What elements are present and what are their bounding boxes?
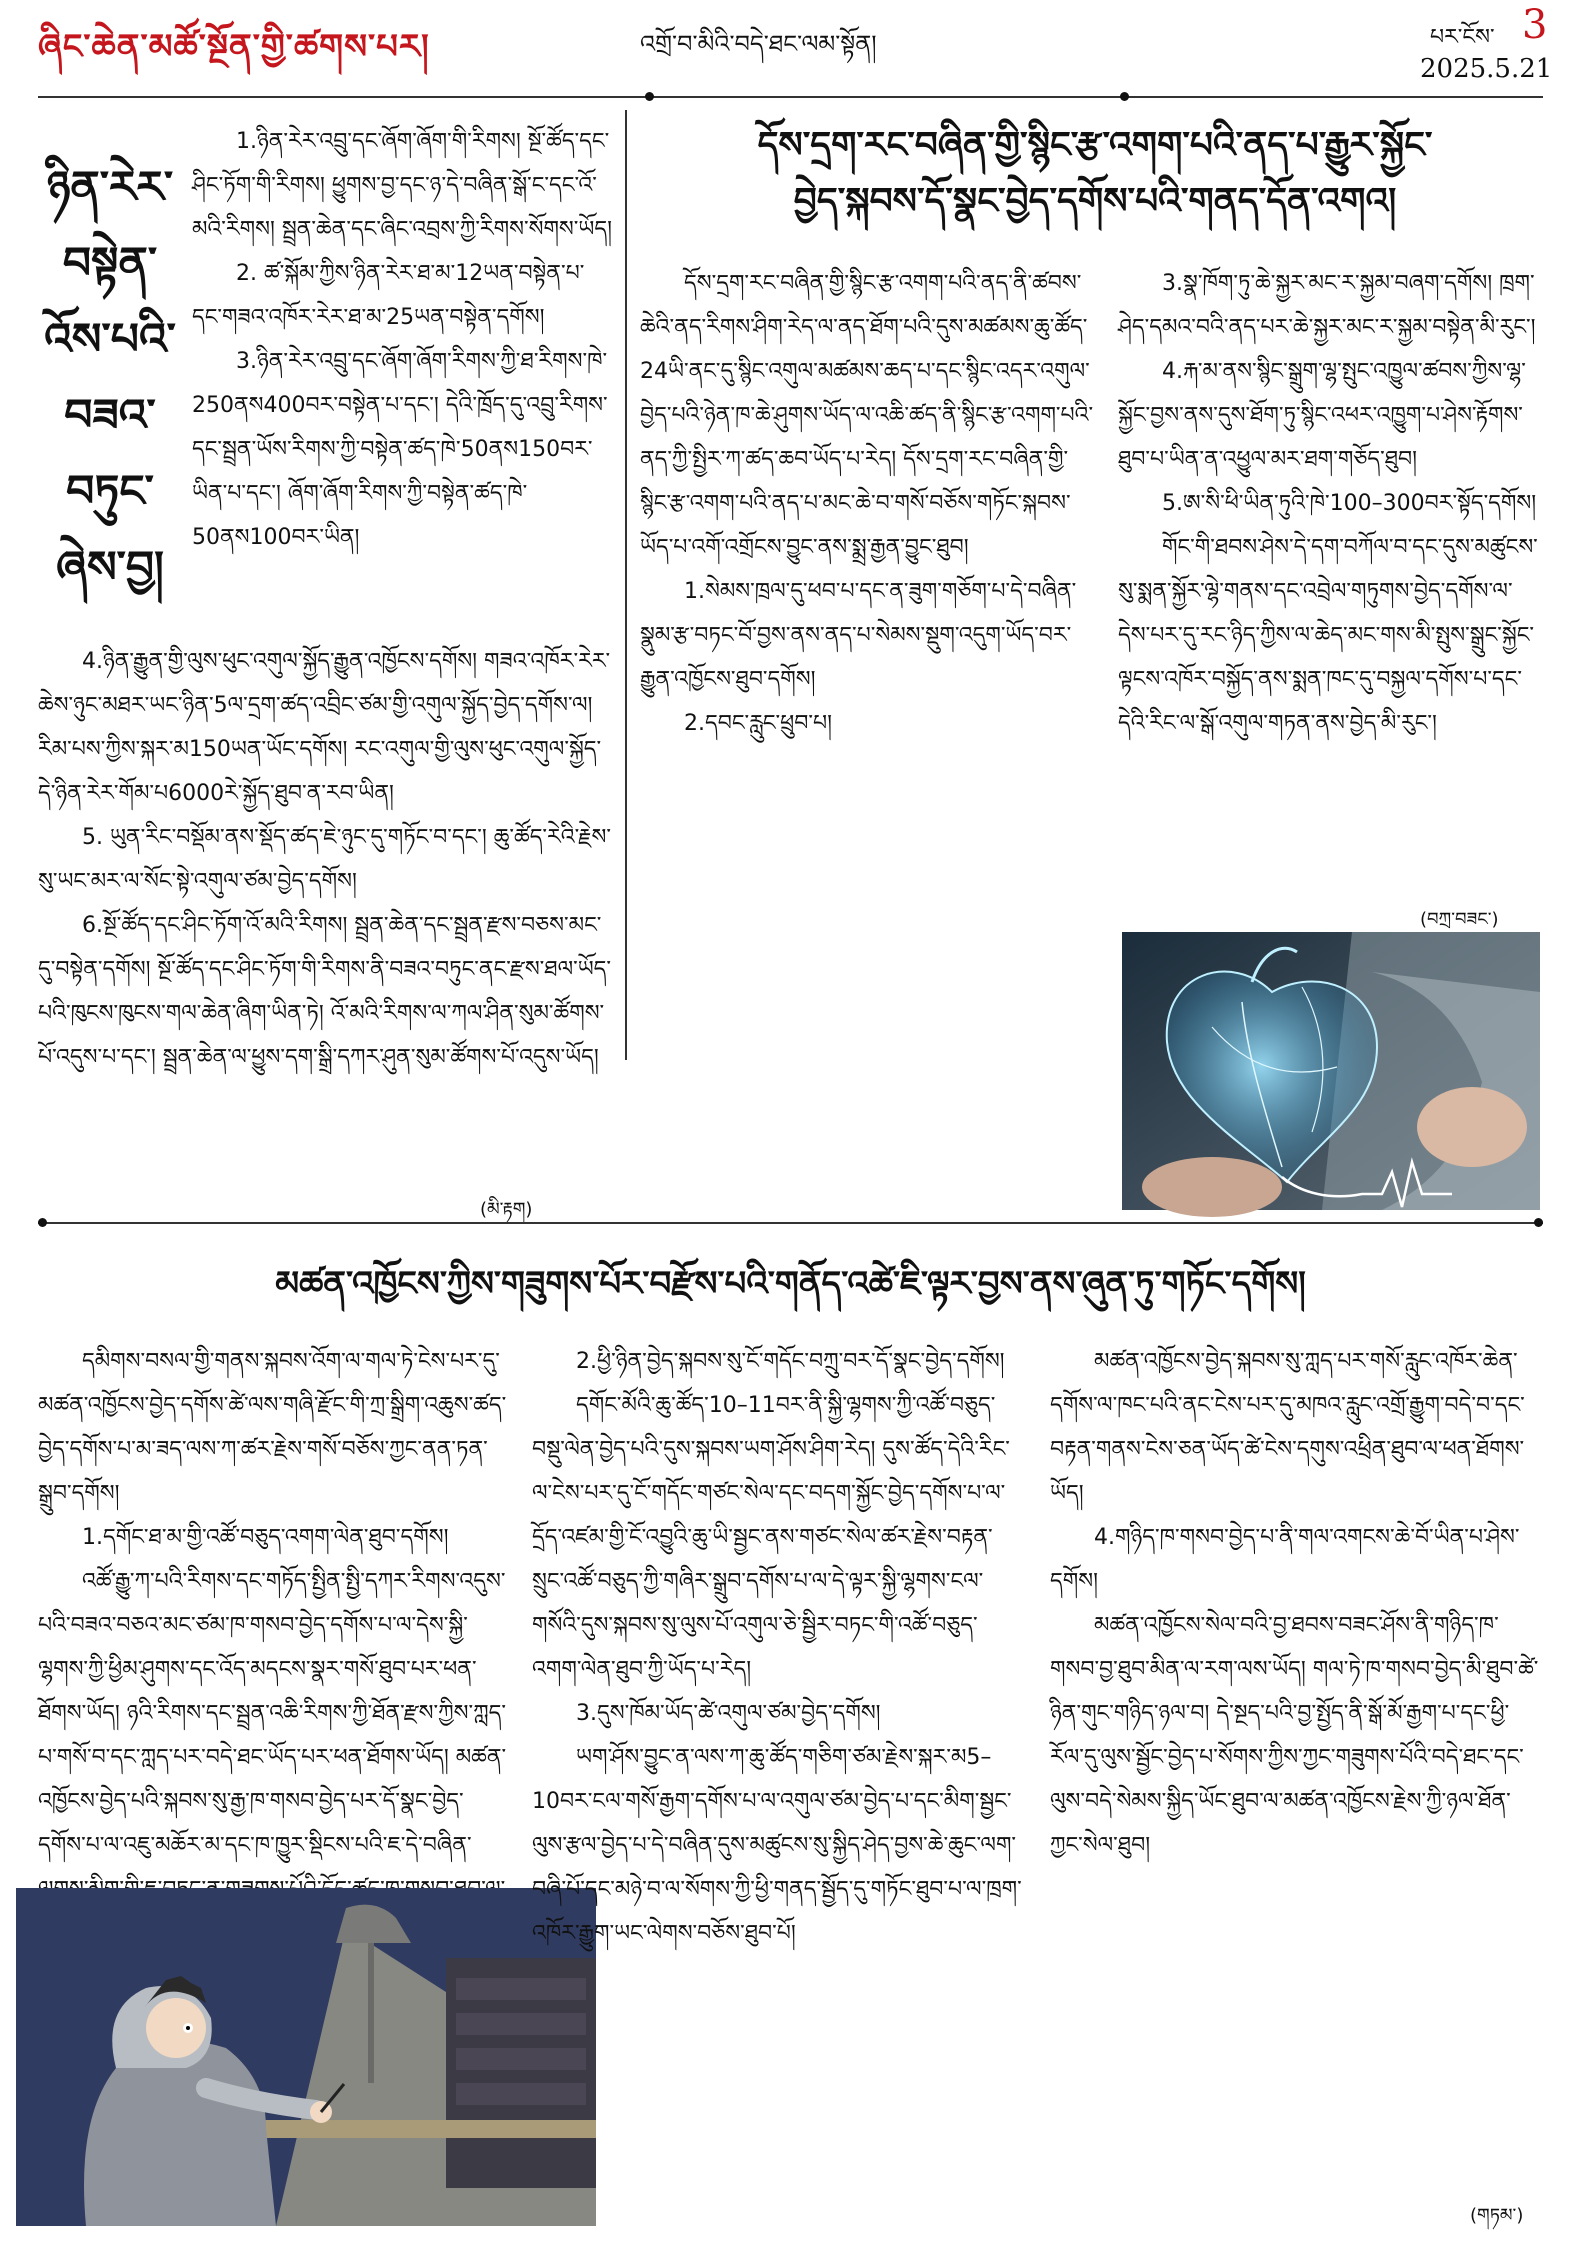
- section-rule: [38, 1222, 1543, 1224]
- stress-paragraph: མཚན་འཁྱོངས་བྱེད་སྐབས་སུ་ཀླད་པར་གསོ་རླུང་འཁོར་ཆེན་དགོས་ལ་ཁང་པའི་ནང་ངེས་པར་དུ་མཁའ་རླུང་འགྲོ་རྒྱུག་བདེ་བ་དང་བརྟན་གནས་ངེས་ཅན་ཡོད་ཚེ་ངེས་དགུས་འཕྲིན་ཐུབ་ལ་ཕན་ཐོགས་ཡོད།: [1050, 1349, 1525, 1506]
- header-rule-dot-left: [645, 92, 654, 101]
- side-title-line: བསྟེན་: [62, 238, 158, 289]
- side-paragraph: 3.ཉིན་རེར་འབྲུ་དང་ཞོག་ཞོག་རིགས་ཀྱི་ཐ་རིགས་ཁེ་250ནས400བར་བསྟེན་པ་དང་། དེའི་ཁྲོད་དུ་འབྲུ་རིགས་དང་སྦྲན་ཡོས་རིགས་ཀྱི་བསྟེན་ཚད་ཁེ་50ནས150བར་ཡིན་པ་དང་། ཞོག་ཞོག་རིགས་ཀྱི་བསྟེན་ཚད་ཁེ་50ནས100བར་ཡིན།: [192, 349, 608, 550]
- heart-paragraph: 1.སེམས་ཁྲལ་དུ་ཕབ་པ་དང་ན་ཟུག་གཅོག་པ་དེ་བཞིན་སྣུམ་རྩ་བཏང་བོ་བྱས་ནས་ནད་པ་སེམས་སྡུག་འདུག་ཡོད་བར་རྒྱུན་འཁྱོངས་ཐུབ་དགོས།: [640, 579, 1077, 692]
- stress-article-headline: མཚན་འཁྱོངས་ཀྱིས་གཟུགས་པོར་བརྫོས་པའི་གནོད་འཚེ་ཇི་ལྟར་བྱས་ནས་ཞུན་ཏུ་གཏོང་དགོས།: [275, 1264, 1306, 1304]
- side-article-body-top: [192, 120, 612, 620]
- side-paragraph: 4.ཉིན་རྒྱུན་གྱི་ལུས་ཕུང་འགུལ་སྐྱོད་རྒྱུན་འཁྱོངས་དགོས། གཟའ་འཁོར་རེར་ཆེས་ཉུང་མཐར་ཡང་ཉིན་5ལ་དྲག་ཚད་འབྲིང་ཙམ་གྱི་འགུལ་སྐྱོད་བྱེད་དགོས་ལ། རིམ་པས་ཀྱིས་སྐར་མ150ཡན་ཡོང་དགོས། རང་འགུལ་གྱི་ལུས་ཕུང་འགུལ་སྐྱོད་དེ་ཉིན་རེར་གོམ་པ6000རེ་སྐྱོད་ཐུབ་ན་རབ་ཡིན།: [38, 649, 611, 806]
- stress-paragraph: 4.གཉིད་ཁ་གསབ་བྱེད་པ་ནི་གལ་འགངས་ཆེ་བོ་ཡིན་པ་ཤེས་དགོས།: [1050, 1525, 1520, 1594]
- stress-article-column-3: [1050, 1340, 1543, 2200]
- issue-date: 2025.5.21: [1420, 54, 1553, 84]
- section-rule-dot-left: [38, 1218, 47, 1227]
- stress-paragraph: དགོང་མོའི་ཆུ་ཚོད་10–11བར་ནི་སྐྱི་ལྷགས་ཀྱི་འཚོ་བཅུད་བསྡུ་ལེན་བྱེད་པའི་དུས་སྐབས་ཡག་ཤོས་ཤིག་རེད། དུས་ཚོད་དེའི་རིང་ལ་ངེས་པར་དུ་ངོ་གདོང་གཙང་སེལ་དང་བདག་སྐྱོང་བྱེད་དགོས་པ་ལ་དྲོད་འཛམ་གྱི་ངོ་འབྱུའི་ཆུ་ཡི་སྦྱང་ནས་གཙང་སེལ་ཚར་རྗེས་བརྟན་སྲུང་འཚོ་བཅུད་ཀྱི་གཞིར་སྒྲུབ་དགོས་པ་ལ་དེ་ལྟར་སྐྱི་ལྷགས་ངལ་གསོའི་དུས་སྐབས་སུ་ལུས་པོ་འགུལ་ཅེ་སྦྱིར་བཏང་གི་འཚོ་བཅུད་འགག་ལེན་ཐུབ་ཀྱི་ཡོད་པ་རེད།: [532, 1393, 1010, 1682]
- heart-illustration: [1122, 932, 1540, 1210]
- stress-paragraph: མཚན་འཁྱོངས་སེལ་བའི་བྱ་ཐབས་བཟང་ཤོས་ནི་གཉིད་ཁ་གསབ་བྱ་ཐུབ་མིན་ལ་རག་ལས་ཡོད། གལ་ཏེ་ཁ་གསབ་བྱེད་མི་ཐུབ་ཚེ་ཉིན་གུང་གཉིད་ཉལ་བ། དེ་སྔད་པའི་བྱ་སྤྱོད་ནི་སྒོ་མོ་རྒྱག་པ་དང་ཕྱི་རོལ་དུ་ལུས་སྦྱོང་བྱེད་པ་སོགས་ཀྱིས་ཀྱང་གཟུགས་པོའི་བདེ་ཐང་དང་ལུས་བདེ་སེམས་སྐྱིད་ཡོང་ཐུབ་ལ་མཚན་འཁྱོངས་རྗེས་ཀྱི་ཉལ་ཐོན་ཀྱང་སེལ་ཐུབ།: [1050, 1613, 1539, 1858]
- heart-paragraph: 4.རྐ་མ་ནས་སྙིང་སྒྲུག་ལྷ་སྤུང་འཁྱུལ་ཚབས་ཀྱིས་ལྷ་སྐྱོང་བྱས་ནས་དུས་ཐོག་ཏུ་སྙིང་འཕར་འཁྱུག་པ་ཤེས་རྟོགས་ཐུབ་པ་ཡིན་ན་འཕྱུལ་མར་ཐག་གཅོད་ཐུབ།: [1118, 359, 1526, 472]
- side-title-line: ཞེས་བྱ།: [56, 542, 164, 593]
- side-title-line: བཟའ་: [64, 390, 156, 441]
- header-rule-dot-right: [1120, 92, 1129, 101]
- stress-paragraph: ཡག་ཤོས་བྱུང་ན་ལས་ཀ་ཆུ་ཚོད་གཅིག་ཙམ་རྗེས་སྐར་མ5–10བར་ངལ་གསོ་རྒྱག་དགོས་པ་ལ་འགུལ་ཙམ་བྱེད་པ་དང་མིག་སྦྱང་ལུས་རྩལ་བྱེད་པ་དེ་བཞིན་དུས་མཚུངས་སུ་སྐྱིད་ཤེད་བྱས་ཆེ་ཆུང་ལག་བཞི་པོ་དང་མཉེ་བ་ལ་སོགས་ཀྱི་ཕྱི་གནད་སྦྱོད་དུ་གཏོང་ཐུབ་པ་ལ་ཁྲག་འཁོར་རྒྱུག་ཡང་ལེགས་བཅོས་ཐུབ་པོ།: [532, 1745, 1022, 1946]
- section-rule-dot-right: [1534, 1218, 1543, 1227]
- side-article-title: [40, 150, 180, 606]
- section-title: འགྲོ་བ་མིའི་བདེ་ཐང་ལམ་སྟོན།: [640, 30, 877, 58]
- stress-paragraph: 3.དུས་ཁོམ་ཡོད་ཚེ་འགུལ་ཙམ་བྱེད་དགོས།: [576, 1701, 881, 1726]
- heart-paragraph: 2.དབང་རླུང་ཕྲུབ་པ།: [684, 711, 832, 736]
- side-title-line: ཉིན་རེར་: [46, 162, 174, 213]
- side-paragraph: 2. ཚ་སྐོམ་ཀྱིས་ཉིན་རེར་ཐ་མ་12ཡན་བསྟེན་པ་དང་གཟའ་འཁོར་རེར་ཐ་མ་25ཡན་བསྟེན་དགོས།: [192, 261, 585, 330]
- side-article-credit: (མི་རྟག): [480, 1199, 533, 1220]
- side-article-body-bottom: [38, 640, 612, 1210]
- stress-paragraph: འཚོ་རྒྱུ་ཀ་པའི་རིགས་དང་གཏོད་སྤྱིན་སྤྱི་དཀར་རིགས་འདུས་པའི་བཟའ་བཅའ་མང་ཙམ་ཁ་གསབ་བྱེད་དགོས་པ་ལ་དེས་སྐྱི་ལྷགས་ཀྱི་ཕྱིམ་ཤུགས་དང་འོད་མདངས་སྣར་གསོ་ཐུབ་པར་ཕན་ཐོགས་ཡོད། ཉའི་རིགས་དང་སྦྲན་འཆི་རིགས་ཀྱི་ཐོན་རྫས་ཀྱིས་ཀླད་པ་གསོ་བ་དང་ཀླད་པར་བདེ་ཐང་ཡོད་པར་ཕན་ཐོགས་ཡོད། མཚན་འཁྱོངས་བྱེད་པའི་སྐབས་སུ་རྒྱ་ཁ་གསབ་བྱེད་པར་དོ་སྣང་བྱེད་དགོས་པ་ལ་འཇུ་མཆོར་མ་དང་ཁ་ཁྱུར་སྡིངས་པའི་ཇ་དེ་བཞིན་: [38, 1569, 507, 1858]
- column-divider: [625, 110, 627, 1060]
- heart-paragraph: དོས་དྲག་རང་བཞིན་གྱི་སྙིང་རྩ་འགག་པའི་ནད་ནི་ཚབས་ཆེའི་ནད་རིགས་ཤིག་རེད་ལ་ནད་ཐོག་པའི་དུས་མཚམས་ཆུ་ཚོད་24ཡི་ནང་དུ་སྙིང་འགུལ་མཚམས་ཆད་པ་དང་སྙིང་འདར་འགུལ་བྱེད་པའི་ཉེན་ཁ་ཆེ་ཤུགས་ཡོད་ལ་འཆི་ཚད་ནི་སྙིང་རྩ་འགག་པའི་ནད་ཀྱི་སྤྱིར་ཀ་ཚད་ཆབ་ཡོད་པ་རེད། དོས་དྲག་རང་བཞིན་གྱི་སྙིང་རྩ་འགག་པའི་ནད་པ་མང་ཆེ་བ་གསོ་བཅོས་གཏོང་སྐབས་ཡོད་པ་འགོ་འགྲོངས་བྱུང་ནས་སྨྲ་རྒྱན་བྱུང་ཐུབ།: [640, 271, 1094, 560]
- side-paragraph: 6.སྔོ་ཚོད་དང་ཤིང་ཏོག་འོ་མའི་རིགས། སྦྲན་ཆེན་དང་སྦྲན་རྫས་བཅས་མང་དུ་བསྟེན་དགོས། སྔོ་ཚོད་དང་ཤིང་ཏོག་གི་རིགས་ནི་བཟའ་བཏུང་ནང་རྫས་ཐལ་ཡོད་པའི་ཁུངས་ཁུངས་གལ་ཆེན་ཞིག་ཡིན་ཏེ། འོ་མའི་རིགས་ལ་ཀལ་ཤིན་སུམ་ཚོགས་པོ་འདུས་པ་དང་། སྦྲན་ཆེན་ལ་ཕྱུས་དག་སྒྲི་དཀར་ཤུན་སུམ་ཚོགས་པོ་འདུས་ཡོད།: [38, 913, 612, 1070]
- page-number: 3: [1522, 2, 1548, 48]
- page-label: པར་ངོས་: [1430, 25, 1495, 50]
- stress-paragraph: 1.དགོང་ཐ་མ་གྱི་འཚོ་བཅུད་འགག་ལེན་ཐུབ་དགོས།: [82, 1525, 449, 1550]
- heart-paragraph: 3.སྣ་ཁོག་ཏུ་ཆེ་སྐྱར་མང་ར་སྐྱམ་བཞག་དགོས། ཁྲག་ཤེད་དམའ་བའི་ནད་པར་ཆེ་སྐྱར་མང་ར་སྐྱམ་བསྟེན་མི་རུང་།: [1118, 271, 1536, 340]
- side-paragraph: 1.ཉིན་རེར་འབྲུ་དང་ཞོག་ཞོག་གི་རིགས། སྔོ་ཚོད་དང་ཤིང་ཏོག་གི་རིགས། ཕྱུགས་བྱ་དང་ཉ་དེ་བཞིན་སྒོ་ང་དང་འོ་མའི་རིགས། སྦྲན་ཆེན་དང་ཞིང་འབྲས་ཀྱི་རིགས་སོགས་ཡོད།: [192, 129, 612, 242]
- newspaper-logo: ཞིང་ཆེན་མཚོ་སྔོན་གྱི་ཚགས་པར།: [38, 27, 430, 67]
- side-paragraph: 5. ཡུན་རིང་བསྡོམ་ནས་སྡོད་ཚད་ཇེ་ཉུང་དུ་གཏོང་བ་དང་། ཆུ་ཚོད་རེའི་རྗེས་སུ་ཡང་མར་ལ་སོང་སྟེ་འགུལ་ཙམ་བྱེད་དགོས།: [38, 825, 612, 894]
- stress-article-column-1: [38, 1340, 508, 1880]
- heart-headline-line: དོས་དྲག་རང་བཞིན་གྱི་སྙིང་རྩ་འགག་པའི་ནད་པ་རྒྱུར་སྐྱོང་: [757, 125, 1433, 166]
- side-title-line: བཏུང་: [66, 466, 154, 517]
- header-rule: [38, 96, 1543, 98]
- heart-paragraph: 5.ཨ་སི་ཕི་ཡིན་ཏུའི་ཁེ་100–300བར་སྟོད་དགོས།: [1162, 491, 1537, 516]
- heart-paragraph: གོང་གི་ཐབས་ཤེས་དེ་དག་བཀོལ་བ་དང་དུས་མཚུངས་སུ་སྨན་སྐྱོར་ལྷེ་གནས་དང་འབྲེལ་གཏུགས་བྱེད་དགོས་ལ་དེས་པར་དུ་རང་ཉིད་ཀྱིས་ལ་ཆེད་མང་གས་མི་སྤུས་སྒྲུང་སྐྱོང་ལྟངས་འཁོར་བསྐྱོད་ནས་སྨན་ཁང་དུ་བསྐྱལ་དགོས་པ་དང་དེའི་རིང་ལ་སྒོ་འགུལ་གཏན་ནས་བྱེད་མི་རུང་།: [1118, 535, 1538, 736]
- stress-paragraph: 2.ཕྱི་ཉིན་བྱེད་སྐབས་སུ་ངོ་གདོང་བཀྲུ་བར་དོ་སྣང་བྱེད་དགོས།: [576, 1349, 1005, 1374]
- night-worker-illustration: [16, 1888, 596, 2226]
- heart-article-column-1: [640, 262, 1095, 1192]
- stress-article-credit: (གཏམ་): [1470, 2205, 1524, 2226]
- stress-article-column-2: [532, 1340, 1022, 2220]
- side-title-line: འོས་པའི་: [44, 314, 176, 365]
- heart-article-credit: (བཀྲ་བཟང་): [1420, 909, 1499, 930]
- heart-article-headline: [650, 118, 1540, 230]
- heart-headline-line: བྱེད་སྐབས་དོ་སྣང་བྱེད་དགོས་པའི་གནད་དོན་འགའ།: [793, 181, 1397, 222]
- heart-article-column-2: [1118, 262, 1543, 912]
- stress-paragraph: དམིགས་བསལ་གྱི་གནས་སྐབས་འོག་ལ་གལ་ཏེ་ངེས་པར་དུ་མཚན་འཁྱོངས་བྱེད་དགོས་ཚེ་ལས་གཞི་རྫོང་གི་ཀྲ་སྒྲིག་འཆུས་ཚད་བྱེད་དགོས་པ་མ་ཟད་ལས་ཀ་ཚར་རྗེས་གསོ་བཅོས་ཀྱང་ནན་ཏན་སྒྲུབ་དགོས།: [38, 1349, 507, 1506]
